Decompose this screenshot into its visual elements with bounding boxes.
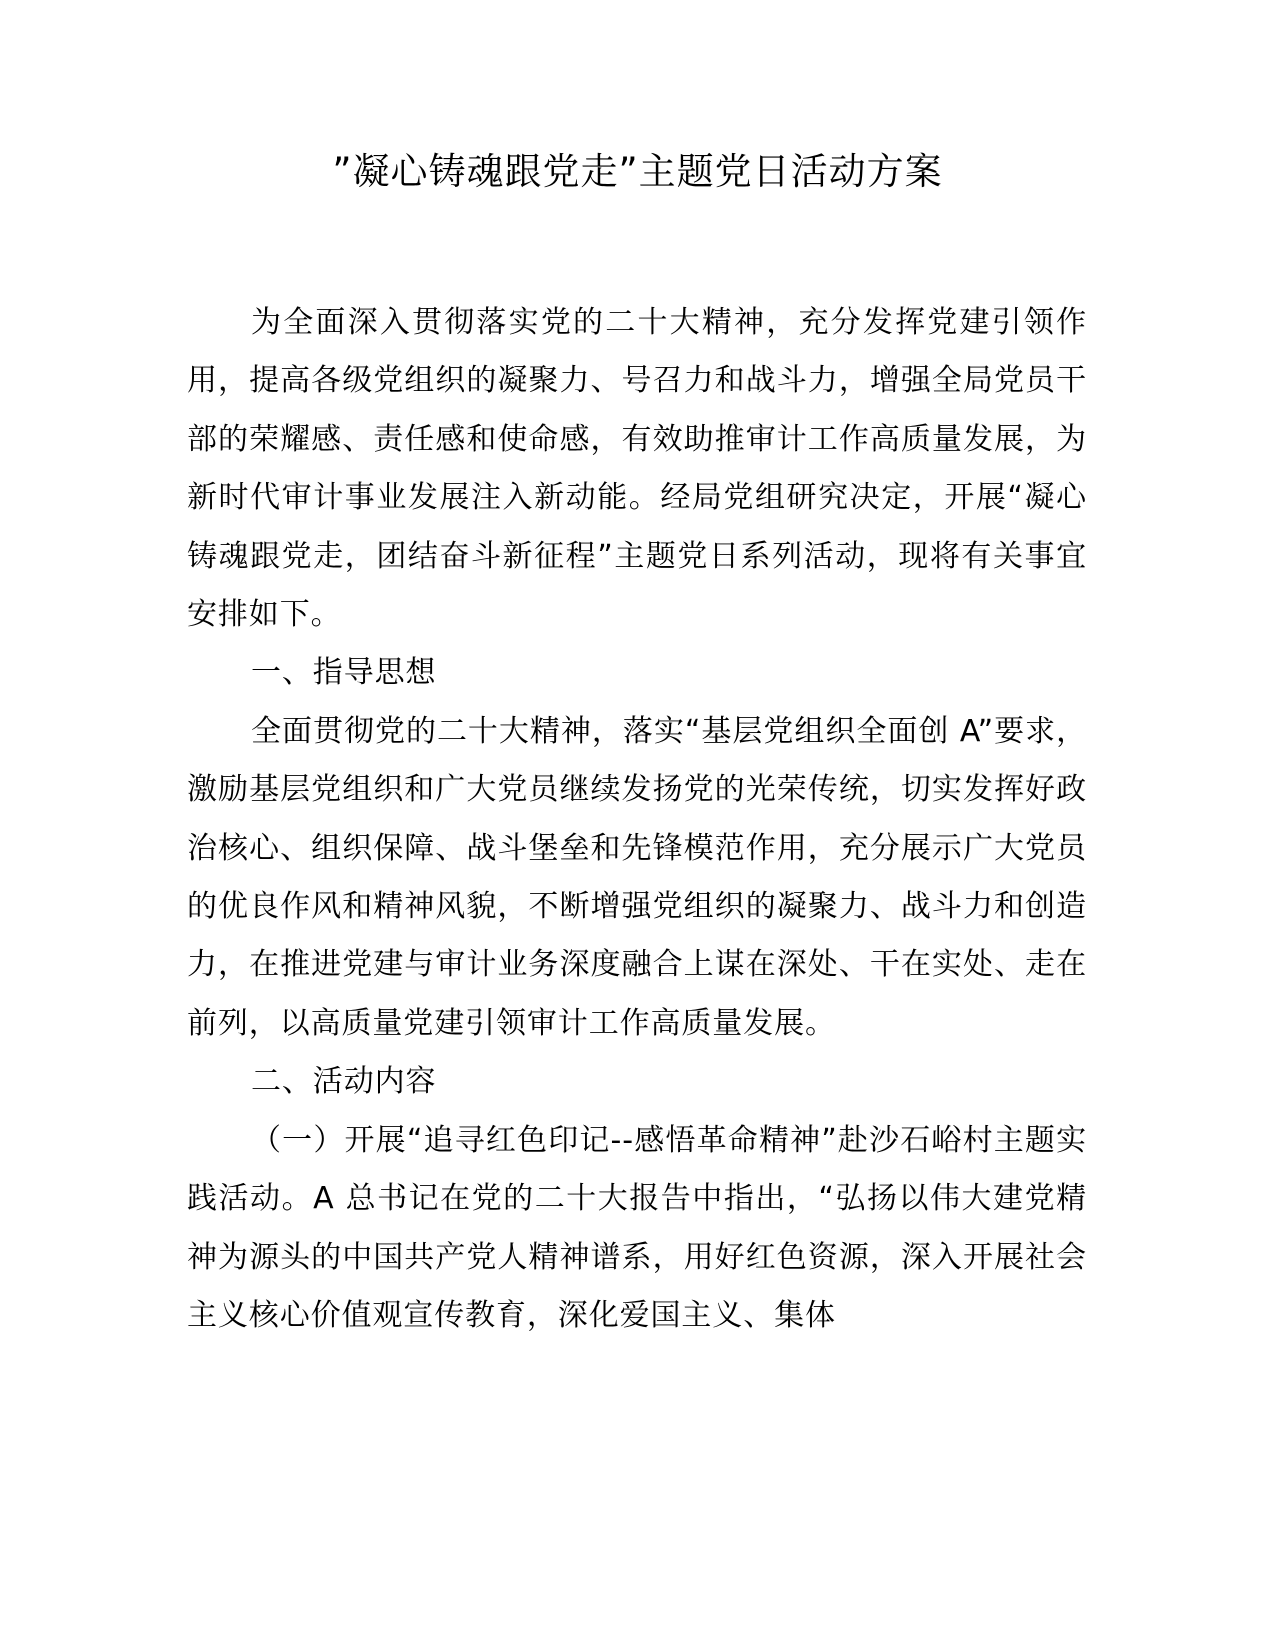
intro-paragraph: 为全面深入贯彻落实党的二十大精神，充分发挥党建引领作用，提高各级党组织的凝聚力、号召力和战斗力，增强全局党员干部的荣耀感、责任感和使命感，有效助推审计工作高质量发展，为新时代审计事业发展注入新动能。经局党组研究决定，开展“凝心铸魂跟党走，团结奋斗新征程”主题党日系列活动，现将有关事宜安排如下。 (187, 305, 1087, 633)
guiding-ideology-paragraph: 全面贯彻党的二十大精神，落实“基层党组织全面创 A”要求，激励基层党组织和广大党员继续发扬党的光荣传统，切实发挥好政治核心、组织保障、战斗堡垒和先锋模范作用，充分展示广大党员的优良作风和精神风貌，不断增强党组织的凝聚力、战斗力和创造力，在推进党建与审计业务深度融合上谋在深处、干在实处、走在前列，以高质量党建引领审计工作高质量发展。 (187, 713, 1087, 1041)
section-heading-activity-content: 二、活动内容 (251, 1064, 437, 1100)
activity-item-paragraph: （一）开展“追寻红色印记--感悟革命精神”赴沙石峪村主题实践活动。A 总书记在党的二十大报告中指出，“弘扬以伟大建党精神为源头的中国共产党人精神谱系，用好红色资源，深入开展社会主义核心价值观宣传教育，深化爱国主义、集体 (187, 1122, 1087, 1333)
document-title: ”凝心铸魂跟党走”主题党日活动方案 (332, 150, 943, 193)
document-body (187, 294, 1087, 1345)
section-heading-guiding-ideology: 一、指导思想 (251, 655, 437, 691)
